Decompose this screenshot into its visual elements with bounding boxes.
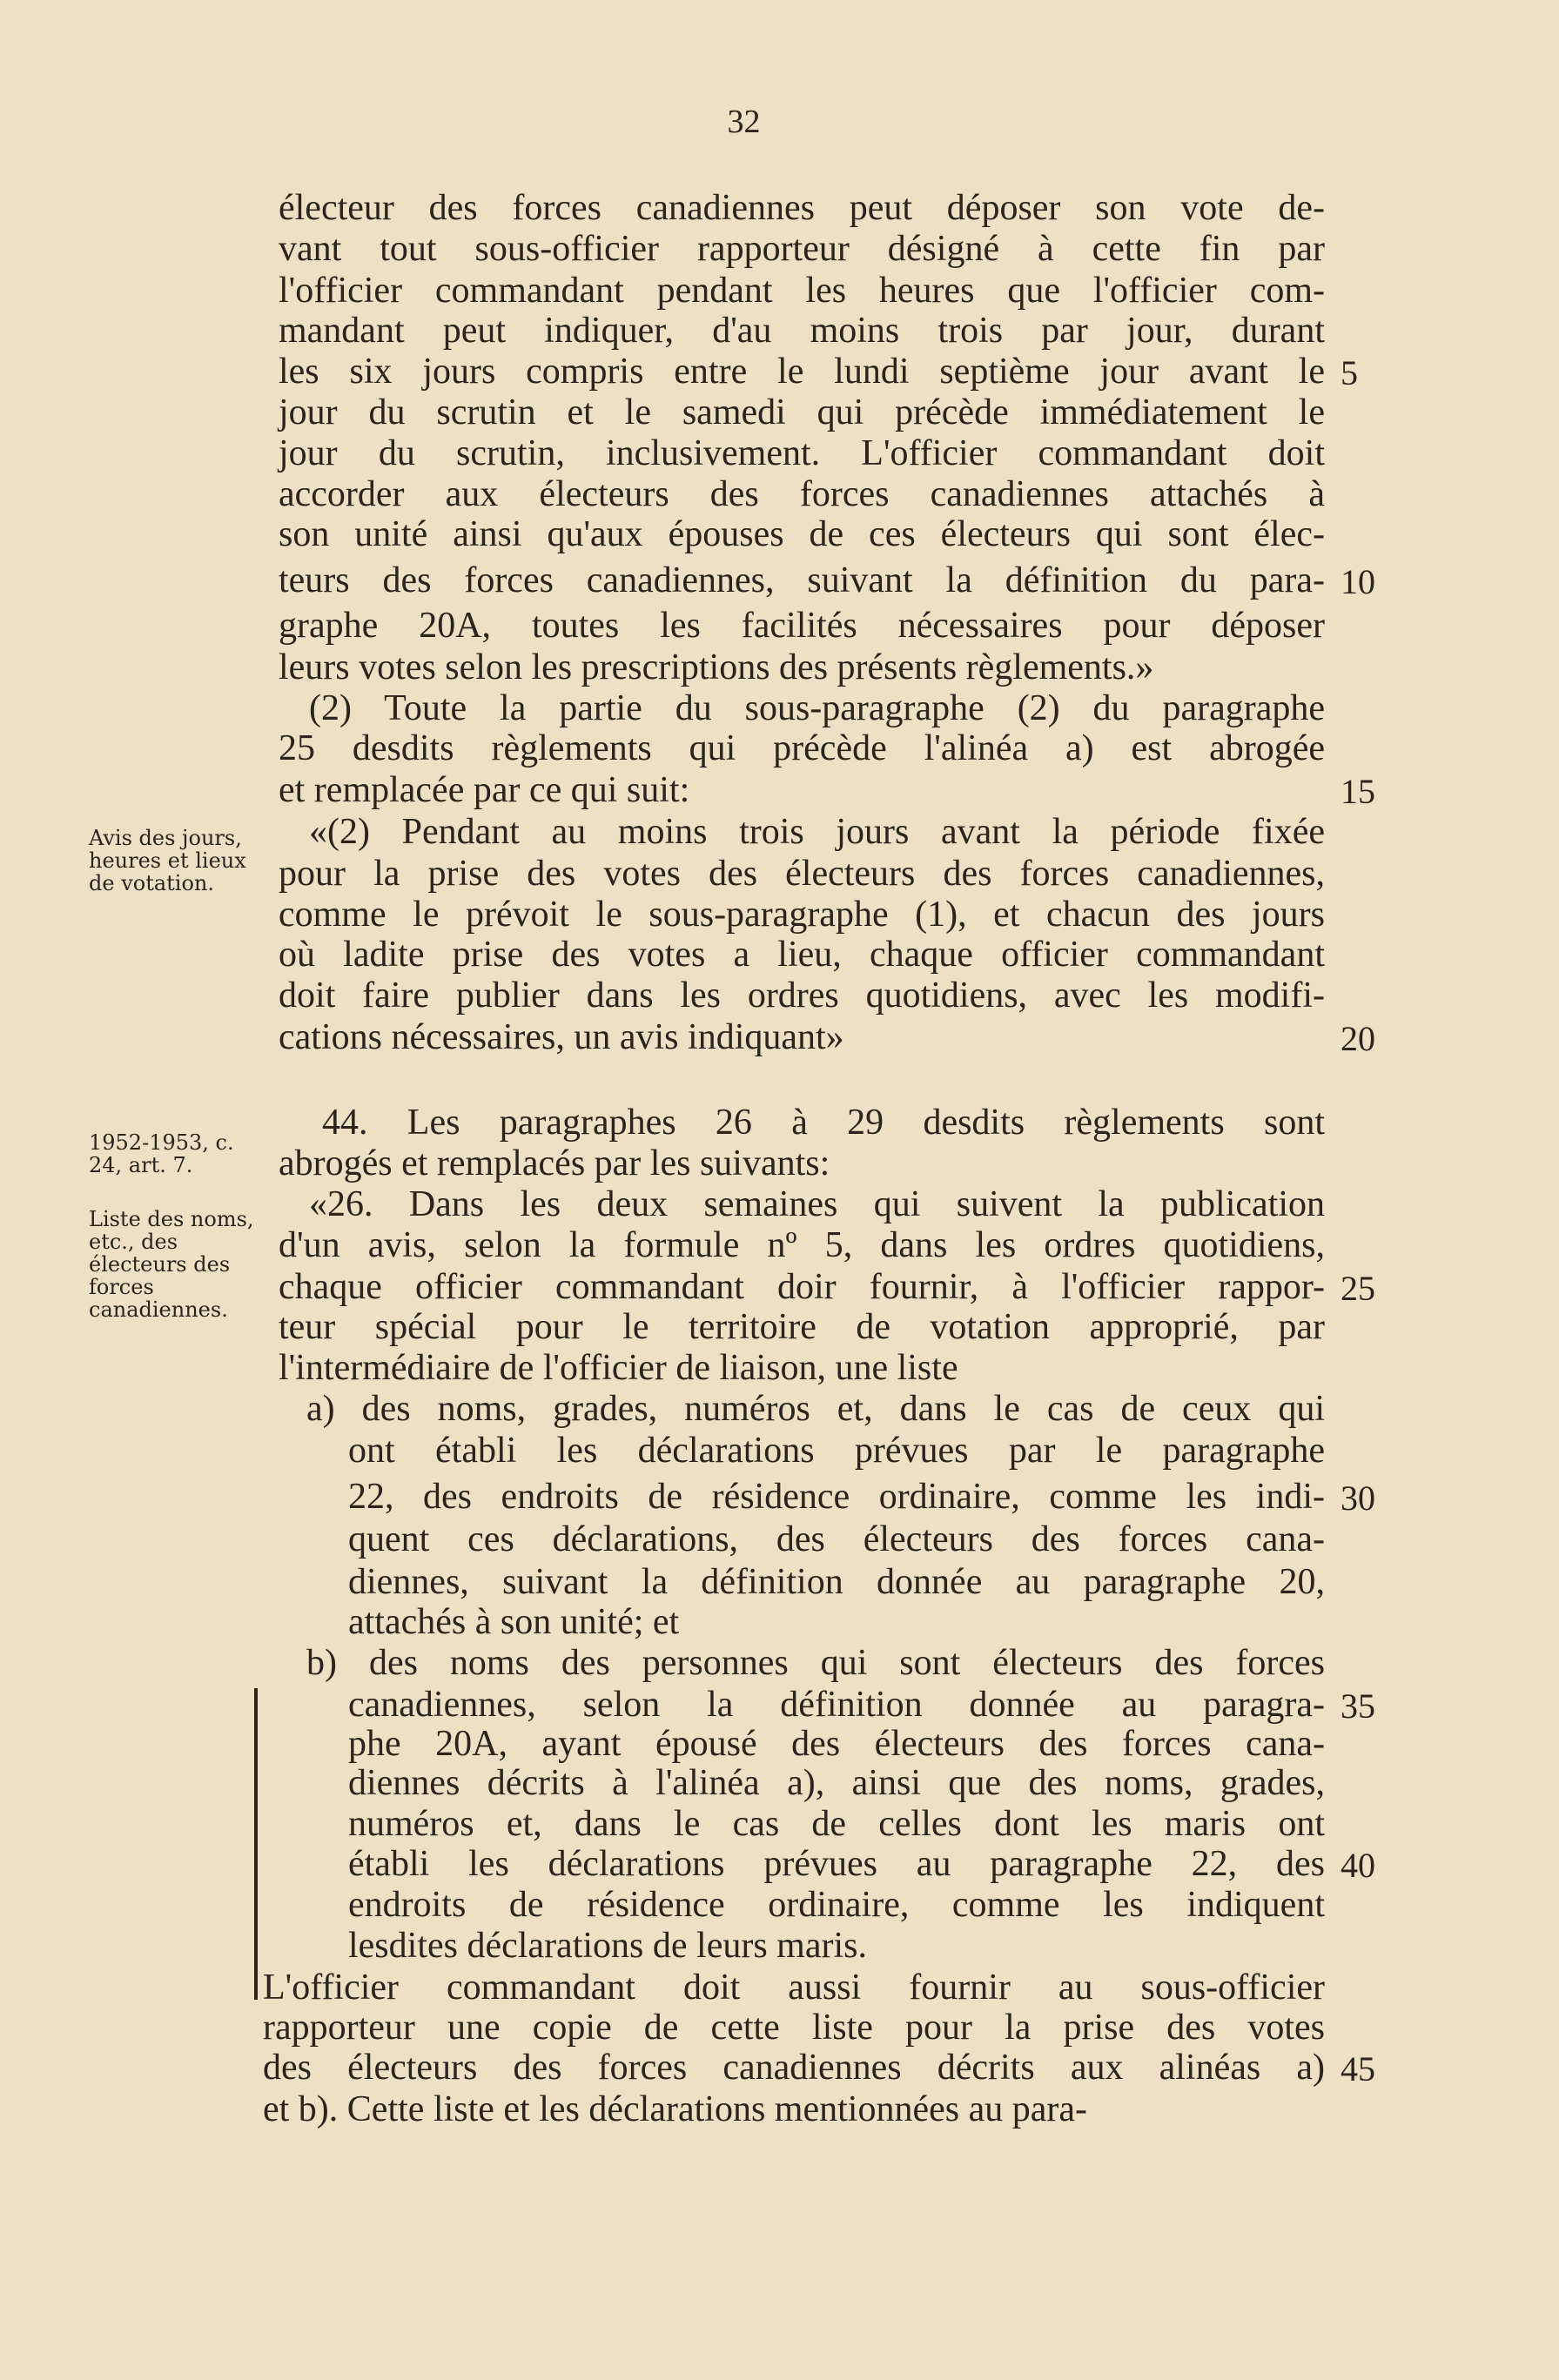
text-line: cations nécessaires, un avis indiquant» xyxy=(279,1017,844,1057)
text-line: teurs des forces canadiennes, suivant la définition du para- xyxy=(279,560,1325,600)
text-line: établi les déclarations prévues au paragraphe 22, des xyxy=(348,1844,1325,1884)
text-line: b) des noms des personnes qui sont électeurs des forces xyxy=(306,1643,1325,1683)
line-number: 25 xyxy=(1341,1269,1375,1308)
text-line: (2) Toute la partie du sous-paragraphe (2) du paragraphe xyxy=(309,688,1325,728)
text-line: les six jours compris entre le lundi septième jour avant le xyxy=(279,352,1325,392)
text-line: et b). Cette liste et les déclarations mentionnées au para- xyxy=(263,2089,1087,2129)
line-number: 45 xyxy=(1341,2049,1375,2088)
text-line: des électeurs des forces canadiennes décrits aux alinéas a) xyxy=(263,2048,1325,2088)
text-line: ont établi les déclarations prévues par le paragraphe xyxy=(348,1431,1325,1471)
text-line: vant tout sous-officier rapporteur désigné à cette fin par xyxy=(279,229,1325,269)
text-line: d'un avis, selon la formule nº 5, dans les ordres quotidiens, xyxy=(279,1225,1325,1265)
text-line: diennes, suivant la définition donnée au paragraphe 20, xyxy=(348,1562,1325,1602)
text-line: «26. Dans les deux semaines qui suivent la publication xyxy=(309,1184,1325,1224)
text-line: comme le prévoit le sous-paragraphe (1), et chacun des jours xyxy=(279,895,1325,935)
text-line: leurs votes selon les prescriptions des présents règlements.» xyxy=(279,647,1154,687)
text-line: où ladite prise des votes a lieu, chaque officier commandant xyxy=(279,935,1325,975)
text-line: chaque officier commandant doir fournir, à l'officier rappor- xyxy=(279,1267,1325,1307)
text-line: doit faire publier dans les ordres quotidiens, avec les modifi- xyxy=(279,975,1325,1016)
line-number: 20 xyxy=(1341,1019,1375,1058)
text-line: teur spécial pour le territoire de votation approprié, par xyxy=(279,1307,1325,1347)
text-line: jour du scrutin, inclusivement. L'officier commandant doit xyxy=(279,433,1325,473)
text-line: pour la prise des votes des électeurs des forces canadiennes, xyxy=(279,854,1325,894)
margin-note-avis: Avis des jours, heures et lieux de votation. xyxy=(89,826,246,895)
text-line: quent ces déclarations, des électeurs des forces cana- xyxy=(348,1519,1325,1559)
text-line: 25 desdits règlements qui précède l'alinéa a) est abrogée xyxy=(279,728,1325,768)
line-number: 35 xyxy=(1341,1686,1375,1726)
text-line: 44. Les paragraphes 26 à 29 desdits règlements sont xyxy=(322,1103,1325,1143)
text-line: canadiennes, selon la définition donnée au paragra- xyxy=(348,1685,1325,1725)
text-line: diennes décrits à l'alinéa a), ainsi que des noms, grades, xyxy=(348,1763,1325,1803)
text-line: son unité ainsi qu'aux épouses de ces électeurs qui sont élec- xyxy=(279,514,1325,554)
revision-bar xyxy=(254,1688,258,2000)
text-line: «(2) Pendant au moins trois jours avant la période fixée xyxy=(309,812,1325,852)
text-line: jour du scrutin et le samedi qui précède immédiatement le xyxy=(279,392,1325,432)
text-line: 22, des endroits de résidence ordinaire, comme les indi- xyxy=(348,1477,1325,1517)
page-number: 32 xyxy=(727,104,761,140)
text-line: abrogés et remplacés par les suivants: xyxy=(279,1143,830,1183)
text-line: mandant peut indiquer, d'au moins trois par jour, durant xyxy=(279,311,1325,351)
text-line: accorder aux électeurs des forces canadiennes attachés à xyxy=(279,474,1325,514)
text-line: attachés à son unité; et xyxy=(348,1602,680,1642)
text-line: l'officier commandant pendant les heures que l'officier com- xyxy=(279,271,1325,311)
text-line: l'intermédiaire de l'officier de liaison, une liste xyxy=(279,1348,958,1388)
margin-note-liste: Liste des noms, etc., des électeurs des forces canadiennes. xyxy=(89,1207,254,1322)
margin-note-citation: 1952-1953, c. 24, art. 7. xyxy=(89,1130,234,1177)
line-number: 30 xyxy=(1341,1478,1375,1518)
text-line: lesdites déclarations de leurs maris. xyxy=(348,1926,867,1966)
text-line: endroits de résidence ordinaire, comme les indiquent xyxy=(348,1885,1325,1925)
line-number: 15 xyxy=(1341,772,1375,811)
text-line: numéros et, dans le cas de celles dont les maris ont xyxy=(348,1804,1325,1844)
text-line: et remplacée par ce qui suit: xyxy=(279,770,690,810)
line-number: 5 xyxy=(1341,353,1358,392)
text-line: électeur des forces canadiennes peut déposer son vote de- xyxy=(279,188,1325,228)
line-number: 10 xyxy=(1341,562,1375,601)
text-line: a) des noms, grades, numéros et, dans le cas de ceux qui xyxy=(306,1389,1325,1429)
text-line: graphe 20A, toutes les facilités nécessaires pour déposer xyxy=(279,606,1325,646)
text-line: phe 20A, ayant épousé des électeurs des forces cana- xyxy=(348,1724,1325,1764)
text-line: L'officier commandant doit aussi fournir au sous-officier xyxy=(263,1968,1325,2008)
text-line: rapporteur une copie de cette liste pour la prise des votes xyxy=(263,2008,1325,2048)
line-number: 40 xyxy=(1341,1846,1375,1885)
